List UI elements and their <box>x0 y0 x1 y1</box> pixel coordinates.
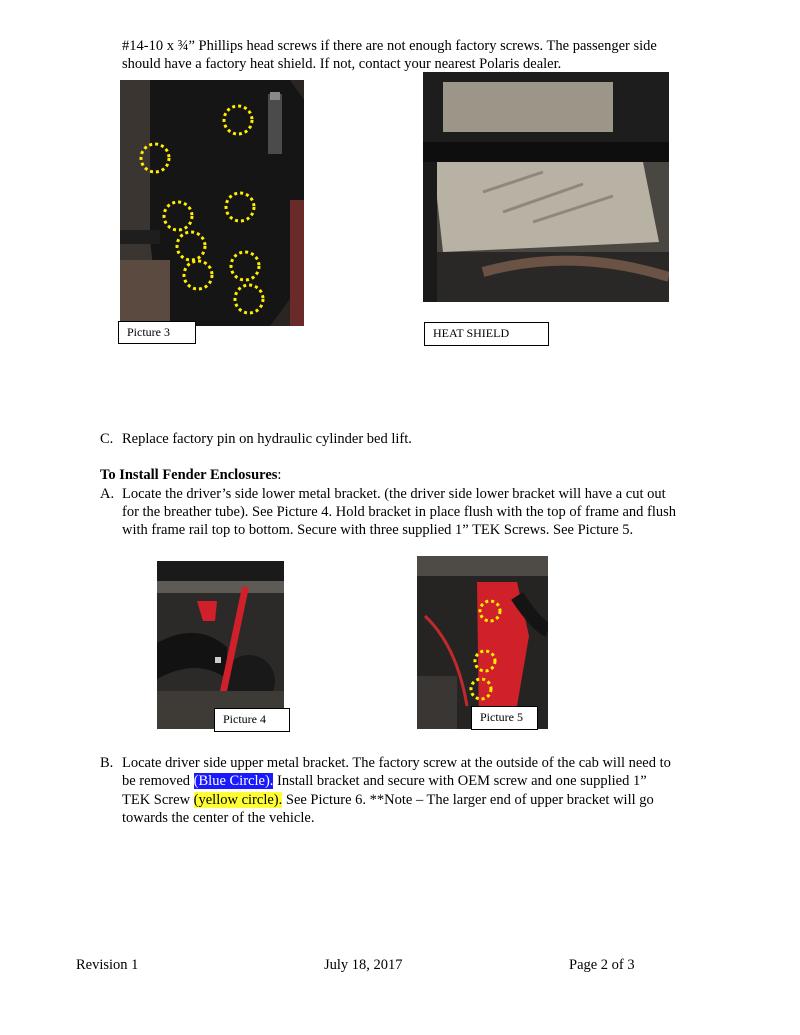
step-b-text-1: Locate driver side upper metal bracket. The factory screw at the outside of the cab will need to <box>122 755 671 771</box>
step-b-line-4: towards the center of the vehicle. <box>122 810 315 826</box>
step-b-line-2-post: Install bracket and secure with OEM screw and one supplied 1” <box>273 773 647 789</box>
footer-page-number: Page 2 of 3 <box>569 957 635 973</box>
fender-heading <box>100 466 281 484</box>
picture-3-photo <box>120 80 304 326</box>
picture-5-photo <box>417 556 548 729</box>
step-a-line-2: for the breather tube). See Picture 4. Hold bracket in place flush with the top of frame and flush <box>122 504 677 520</box>
step-b-line-3 <box>122 791 654 809</box>
step-a-line-3: with frame rail top to bottom. Secure with three supplied 1” TEK Screws. See Picture 5. <box>122 522 634 538</box>
intro-line-2: should have a factory heat shield. If not, contact your nearest Polaris dealer. <box>122 56 562 72</box>
footer-date: July 18, 2017 <box>324 957 403 973</box>
fender-heading-colon: : <box>277 467 282 483</box>
picture-4-photo <box>157 561 284 729</box>
picture-4-caption: Picture 4 <box>214 708 290 732</box>
step-b-line-3-post: See Picture 6. **Note – The larger end of upper bracket will go <box>282 792 654 808</box>
step-b-line-2-pre: be removed <box>122 773 194 789</box>
step-b-line-2 <box>122 772 647 790</box>
step-a-marker: A. <box>100 486 115 502</box>
step-b-marker: B. <box>100 755 114 771</box>
intro-line-1: #14-10 x ¾” Phillips head screws if there are not enough factory screws. The passenger side <box>122 38 657 54</box>
fender-heading-text: To Install Fender Enclosures <box>100 467 278 483</box>
picture-5-caption: Picture 5 <box>471 706 538 730</box>
blue-circle-highlight: (Blue Circle). <box>193 773 274 789</box>
yellow-circle-highlight: (yellow circle). <box>193 792 283 808</box>
step-b-line-1 <box>100 754 671 772</box>
heat-shield-caption: HEAT SHIELD <box>424 322 549 346</box>
heat-shield-photo <box>423 72 669 302</box>
footer-revision: Revision 1 <box>76 957 139 973</box>
step-a-text-1: Locate the driver’s side lower metal bracket. (the driver side lower bracket will have a cut out <box>122 486 666 502</box>
step-c-marker: C. <box>100 431 114 447</box>
step-c-text: Replace factory pin on hydraulic cylinder bed lift. <box>122 431 412 447</box>
step-c <box>100 430 412 448</box>
step-a-line-1 <box>100 485 666 503</box>
picture-3-caption: Picture 3 <box>118 321 196 344</box>
step-b-line-3-pre: TEK Screw <box>122 792 194 808</box>
